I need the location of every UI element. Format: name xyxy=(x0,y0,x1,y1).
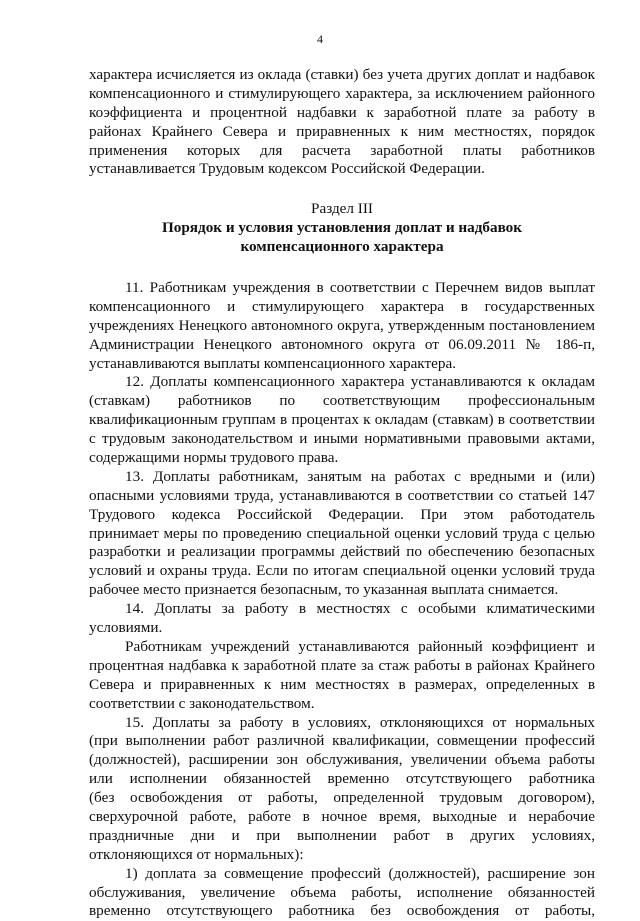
clause-15 xyxy=(89,714,595,865)
text-line: разработки и реализации программы действий по обеспечению безопасных xyxy=(89,543,595,561)
text-line: 15. Доплаты за работу в условиях, отклоняющихся от нормальных xyxy=(125,713,595,731)
text-line: с трудовым законодательством и иными нормативными правовыми актами, xyxy=(89,430,595,448)
section-heading xyxy=(89,200,595,257)
clause-14-paragraph-2 xyxy=(89,638,595,714)
clause-15-item-1 xyxy=(89,865,595,921)
document-body xyxy=(89,66,595,921)
text-line: обслуживания, увеличение объема работы, исполнение обязанностей xyxy=(89,883,595,901)
text-line: Работникам учреждений устанавливаются районный коэффициент и xyxy=(125,637,595,655)
text-line: коэффициента и процентной надбавки к заработной плате за работу в xyxy=(89,103,595,121)
text-line: (ставкам) работников по соответствующим профессиональным xyxy=(89,392,595,410)
text-line: 1) доплата за совмещение профессий (должностей), расширение зон xyxy=(125,864,595,882)
section-title-line: компенсационного характера xyxy=(240,238,444,256)
text-line: рабочее место признается безопасным, то указанная выплата снимается. xyxy=(89,581,559,599)
text-line: характера исчисляется из оклада (ставки) без учета других доплат и надбавок xyxy=(89,66,595,83)
text-line: праздничные дни и при выполнении работ в других условиях, xyxy=(89,826,595,844)
text-line: 11. Работникам учреждения в соответствии с Перечнем видов выплат xyxy=(125,279,595,297)
text-line: условиями. xyxy=(89,619,163,637)
text-line: условий и охраны труда. Если по итогам специальной оценки условий труда xyxy=(89,562,595,580)
text-line: опасными условиями труда, устанавливаются в соответствии со статьей 147 xyxy=(89,486,595,504)
text-line: Трудового кодекса Российской Федерации. При этом работодатель xyxy=(89,505,595,523)
clause-14 xyxy=(89,600,595,638)
text-line: процентная надбавка к заработной плате за стаж работы в районах Крайнего xyxy=(89,656,595,674)
intro-paragraph xyxy=(89,66,595,179)
text-line: (при выполнении работ различной квалификации, совмещении профессий xyxy=(89,732,595,750)
text-line: отклоняющихся от нормальных): xyxy=(89,845,304,863)
text-line: районах Крайнего Севера и приравненных к ним местностях, порядок xyxy=(89,122,595,140)
text-line: учреждениях Ненецкого автономного округа, утвержденным постановлением xyxy=(89,316,595,334)
text-line: 14. Доплаты за работу в местностях с особыми климатическими xyxy=(125,600,595,618)
text-line: устанавливаются выплаты компенсационного характера. xyxy=(89,354,456,372)
clause-11 xyxy=(89,279,595,373)
text-line: компенсационного и стимулирующего характера в государственных xyxy=(89,297,595,315)
clause-13 xyxy=(89,468,595,600)
text-line: Севера и приравненных к ним местностях в размерах, определенных в xyxy=(89,675,595,693)
text-line: компенсационного и стимулирующего характера, за исключением районного xyxy=(89,84,595,102)
text-line: Администрации Ненецкого автономного округа от 06.09.2011 № 186-п, xyxy=(89,335,595,353)
text-line: (без освобождения от работы, определенной трудовым договором), xyxy=(89,789,595,807)
text-line: 12. Доплаты компенсационного характера устанавливаются к окладам xyxy=(125,373,595,391)
text-line: соответствии с законодательством. xyxy=(89,694,315,712)
text-line: принимает меры по проведению специальной оценки условий труда с целью xyxy=(89,524,595,542)
clause-12 xyxy=(89,373,595,467)
text-line: устанавливается Трудовым кодексом Российской Федерации. xyxy=(89,160,485,178)
page-number: 4 xyxy=(317,32,323,46)
text-line: квалификационным группам в процентах к окладам (ставкам) в соответствии xyxy=(89,411,595,429)
text-line: сверхурочной работе, работе в ночное время, выходные и нерабочие xyxy=(89,807,595,825)
text-line: временно отсутствующего работника без освобождения от работы, xyxy=(89,902,595,920)
text-line: или исполнении обязанностей временно отсутствующего работника xyxy=(89,770,595,788)
text-line: применения которых для расчета заработной платы работников xyxy=(89,141,595,159)
text-line: (должностей), расширении зон обслуживания, увеличении объема работы xyxy=(89,751,595,769)
text-line: содержащими нормы трудового права. xyxy=(89,449,339,467)
text-line: 13. Доплаты работникам, занятым на работах с вредными и (или) xyxy=(125,467,595,485)
section-label: Раздел III xyxy=(311,200,373,218)
section-title-line: Порядок и условия установления доплат и надбавок xyxy=(161,219,523,237)
